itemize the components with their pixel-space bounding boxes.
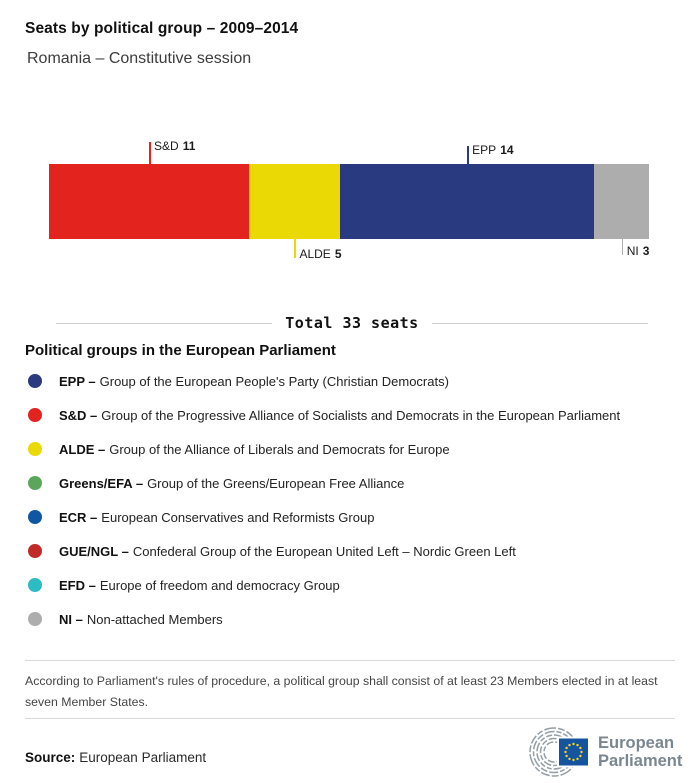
bar-segment-ni <box>594 164 649 239</box>
callout-tick-sd <box>149 142 151 164</box>
legend-item-epp <box>25 364 680 398</box>
callout-label-alde: ALDE 5 <box>299 247 342 261</box>
legend-item-greensefa <box>25 466 680 500</box>
legend-dot-guengl <box>28 544 42 558</box>
bar-segment-alde <box>249 164 340 239</box>
legend-label-epp: EPP – Group of the European People's Party (Christian Democrats) <box>59 373 449 389</box>
source-label: Source: <box>25 750 76 765</box>
legend-label-alde: ALDE – Group of the Alliance of Liberals and Democrats for Europe <box>59 441 450 457</box>
ep-hemicycle-icon <box>526 726 688 778</box>
rule-right <box>432 323 648 324</box>
total-seats-row <box>56 314 648 332</box>
logo-text-line1: European <box>598 734 675 752</box>
legend-dot-epp <box>28 374 42 388</box>
callout-label-sd: S&D 11 <box>154 139 196 153</box>
callout-label-epp: EPP 14 <box>472 143 514 157</box>
callout-tick-ni <box>622 239 624 255</box>
legend-item-guengl <box>25 534 680 568</box>
legend-item-ecr <box>25 500 680 534</box>
legend-dot-ecr <box>28 510 42 524</box>
legend-label-sd: S&D – Group of the Progressive Alliance of Socialists and Democrats in the European Parliament <box>59 407 621 423</box>
legend-dot-efd <box>28 578 42 592</box>
european-parliament-logo <box>526 726 688 783</box>
legend-dot-sd <box>28 408 42 422</box>
bar-segment-sd <box>49 164 249 239</box>
legend-item-ni <box>25 602 680 636</box>
legend-dot-alde <box>28 442 42 456</box>
page-subtitle: Romania – Constitutive session <box>27 50 252 67</box>
stacked-bar <box>49 164 649 239</box>
footnote: According to Parliament's rules of procedure, a political group shall consist of at least 23 Members elected in at least seven Member States. <box>25 674 658 709</box>
bar-segment-epp <box>340 164 595 239</box>
legend-dot-ni <box>28 612 42 626</box>
source-line <box>25 750 206 765</box>
seat-chart <box>49 140 649 270</box>
legend-label-guengl: GUE/NGL – Confederal Group of the European United Left – Nordic Green Left <box>59 543 516 559</box>
legend-item-alde <box>25 432 680 466</box>
legend-item-sd <box>25 398 680 432</box>
legend-heading: Political groups in the European Parliament <box>25 342 336 359</box>
callout-label-ni: NI 3 <box>626 244 650 258</box>
source-value: European Parliament <box>79 750 207 765</box>
total-seats-label: Total 33 seats <box>285 314 419 332</box>
page-title: Seats by political group – 2009–2014 <box>25 20 299 37</box>
legend-label-greensefa: Greens/EFA – Group of the Greens/European Free Alliance <box>59 475 405 491</box>
callout-tick-alde <box>294 239 296 258</box>
divider-bottom <box>25 718 675 719</box>
legend-label-ecr: ECR – European Conservatives and Reformists Group <box>59 509 375 525</box>
legend-list <box>25 364 680 636</box>
logo-text-line2: Parliament <box>598 752 683 770</box>
callout-tick-epp <box>467 146 469 164</box>
rule-left <box>56 323 272 324</box>
legend-dot-greensefa <box>28 476 42 490</box>
legend-item-efd <box>25 568 680 602</box>
legend-label-efd: EFD – Europe of freedom and democracy Group <box>59 577 340 593</box>
divider-top <box>25 660 675 661</box>
legend-label-ni: NI – Non-attached Members <box>59 611 223 627</box>
